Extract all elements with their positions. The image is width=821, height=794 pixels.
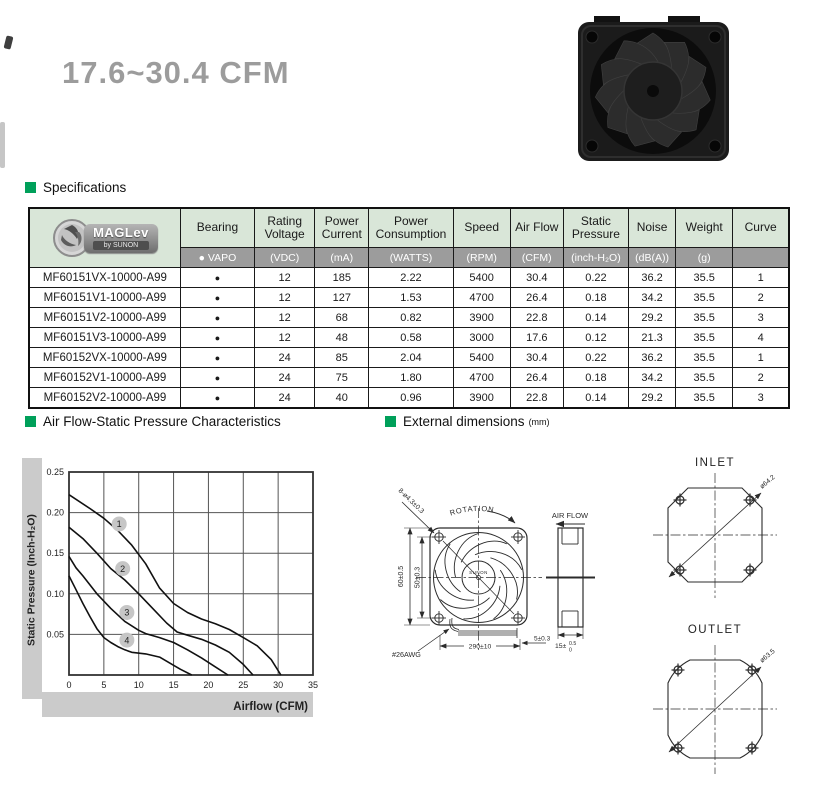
impeller-blades	[431, 528, 529, 627]
model-cell: MF60152V1-10000-A99	[29, 368, 180, 388]
section-bullet-icon	[25, 416, 36, 427]
data-cell: 24	[255, 388, 315, 409]
data-cell: 4700	[453, 288, 510, 308]
side-view	[546, 528, 595, 627]
column-header: Rating Voltage	[255, 208, 315, 248]
x-tick-label: 10	[133, 680, 144, 690]
data-cell: ●	[180, 368, 254, 388]
data-cell: 68	[315, 308, 369, 328]
hub-brand-label: SUNON	[469, 570, 488, 575]
model-cell: MF60151V3-10000-A99	[29, 328, 180, 348]
curve-3	[69, 556, 228, 675]
model-cell: MF60151VX-10000-A99	[29, 268, 180, 288]
data-cell: 127	[315, 288, 369, 308]
data-cell: 0.82	[369, 308, 453, 328]
data-cell: 34.2	[629, 288, 676, 308]
data-cell: 26.4	[510, 368, 563, 388]
x-tick-label: 25	[238, 680, 249, 690]
wire-gauge-label: #26AWG	[392, 650, 421, 659]
section-airflow-chart	[25, 414, 281, 429]
svg-text:1: 1	[116, 519, 122, 530]
model-cell: MF60152VX-10000-A99	[29, 348, 180, 368]
section-label: Specifications	[43, 180, 127, 195]
column-header: Speed	[453, 208, 510, 248]
data-cell: 1.53	[369, 288, 453, 308]
x-tick-label: 15	[168, 680, 179, 690]
x-tick-label: 5	[101, 680, 107, 690]
column-unit: ● VAPO	[180, 248, 254, 268]
inlet-diameter-label: ø64.2	[758, 473, 777, 491]
outlet-title: OUTLET	[687, 624, 743, 636]
column-header: Static Pressure	[563, 208, 628, 248]
data-cell: 0.18	[563, 288, 628, 308]
outlet-diameter-label: ø63.5	[758, 647, 777, 665]
section-bullet-icon	[385, 416, 396, 427]
table-row	[29, 388, 789, 409]
maglev-badge	[84, 224, 158, 253]
data-cell: 35.5	[676, 348, 733, 368]
svg-text:4: 4	[124, 635, 130, 646]
model-cell: MF60151V2-10000-A99	[29, 308, 180, 328]
data-cell: 2	[733, 368, 789, 388]
model-cell: MF60152V2-10000-A99	[29, 388, 180, 409]
data-cell: 3	[733, 388, 789, 409]
data-cell: 17.6	[510, 328, 563, 348]
data-cell: 12	[255, 268, 315, 288]
data-cell: 40	[315, 388, 369, 409]
y-tick-label: 0.10	[46, 588, 64, 599]
y-tick-label: 0.05	[46, 629, 64, 640]
thickness-dim-label: 15±	[555, 643, 567, 650]
column-header: Noise	[629, 208, 676, 248]
data-cell: 185	[315, 268, 369, 288]
data-cell: 12	[255, 308, 315, 328]
data-cell: 0.14	[563, 388, 628, 409]
data-cell: 0.12	[563, 328, 628, 348]
data-cell: ●	[180, 348, 254, 368]
spec-table	[28, 207, 790, 409]
y-tick-label: 0.20	[46, 507, 64, 518]
data-cell: 5400	[453, 268, 510, 288]
column-header: Power Consumption	[369, 208, 453, 248]
section-label: External dimensions	[403, 414, 525, 429]
curve-badge-2	[115, 561, 130, 576]
data-cell: 3900	[453, 388, 510, 409]
column-unit: (dB(A))	[629, 248, 676, 268]
airflow-direction-label: AIR FLOW	[551, 511, 589, 520]
column-header: Bearing	[180, 208, 254, 248]
svg-text:3: 3	[124, 607, 130, 618]
data-cell: 0.14	[563, 308, 628, 328]
column-unit: (mA)	[315, 248, 369, 268]
data-cell: 35.5	[676, 268, 733, 288]
section-bullet-icon	[25, 182, 36, 193]
data-cell: 12	[255, 288, 315, 308]
curve-2	[69, 527, 253, 675]
page-title: 17.6~30.4 CFM	[62, 55, 290, 90]
data-cell: 75	[315, 368, 369, 388]
mounting-hole-dim-label: 8-ø4.3±0.3	[396, 487, 426, 516]
column-header: Power Current	[315, 208, 369, 248]
data-cell: 3000	[453, 328, 510, 348]
data-cell: 1.80	[369, 368, 453, 388]
data-cell: 0.22	[563, 268, 628, 288]
y-axis-label: Static Pressure (Inch-H₂O)	[25, 514, 38, 646]
data-cell: 48	[315, 328, 369, 348]
table-row	[29, 328, 789, 348]
table-row	[29, 348, 789, 368]
data-cell: 0.58	[369, 328, 453, 348]
data-cell: 34.2	[629, 368, 676, 388]
data-cell: 3	[733, 308, 789, 328]
x-tick-label: 20	[203, 680, 214, 690]
section-label: Air Flow-Static Pressure Characteristics	[43, 414, 281, 429]
data-cell: 36.2	[629, 268, 676, 288]
section-external-dimensions	[385, 414, 550, 429]
dimension-drawing-front	[388, 478, 643, 703]
x-tick-label: 0	[66, 680, 72, 690]
spec-table-body	[29, 268, 789, 409]
column-unit: (inch-H₂O)	[563, 248, 628, 268]
data-cell: ●	[180, 388, 254, 409]
data-cell: 4700	[453, 368, 510, 388]
spec-header-row	[29, 208, 789, 248]
model-cell: MF60151V1-10000-A99	[29, 288, 180, 308]
data-cell: 2.22	[369, 268, 453, 288]
data-cell: 35.5	[676, 388, 733, 409]
data-cell: 4	[733, 328, 789, 348]
thickness-tol-upper: 0.5	[569, 641, 577, 647]
data-cell: 5400	[453, 348, 510, 368]
column-unit: (VDC)	[255, 248, 315, 268]
table-row	[29, 268, 789, 288]
data-cell: 30.4	[510, 268, 563, 288]
data-cell: 1	[733, 348, 789, 368]
data-cell: 22.8	[510, 388, 563, 409]
thickness-tol-lower: 0	[569, 647, 572, 654]
outer-size-dim-label: 60±0.5	[398, 565, 405, 588]
lead-length-dim-label: 290±10	[468, 643, 492, 651]
data-cell: 35.5	[676, 308, 733, 328]
curve-badge-4	[119, 633, 134, 648]
scan-artifact	[0, 122, 5, 168]
maglev-brand: MAGLev	[93, 224, 149, 240]
data-cell: 12	[255, 328, 315, 348]
table-row	[29, 288, 789, 308]
maglev-sub-brand: by SUNON	[93, 241, 149, 250]
airflow-pressure-chart	[20, 452, 320, 722]
fan-product-photo	[572, 13, 738, 165]
scan-artifact	[4, 35, 14, 49]
lead-wires	[450, 618, 517, 638]
x-axis-label: Airflow (CFM)	[233, 701, 308, 713]
lead-exit-dim-label: 5±0.3	[534, 635, 551, 643]
data-cell: ●	[180, 308, 254, 328]
column-header: Weight	[676, 208, 733, 248]
dimension-drawing-outlet	[645, 612, 821, 792]
column-unit: (WATTS)	[369, 248, 453, 268]
table-row	[29, 368, 789, 388]
data-cell: 30.4	[510, 348, 563, 368]
data-cell: ●	[180, 328, 254, 348]
data-cell: 29.2	[629, 388, 676, 409]
rotation-label: ROTATION	[448, 503, 496, 518]
column-header: Curve	[733, 208, 789, 248]
data-cell: 35.5	[676, 368, 733, 388]
svg-text:2: 2	[120, 563, 126, 574]
data-cell: 22.8	[510, 308, 563, 328]
curve-1	[69, 495, 281, 675]
data-cell: 1	[733, 268, 789, 288]
column-unit: (g)	[676, 248, 733, 268]
data-cell: 85	[315, 348, 369, 368]
data-cell: 26.4	[510, 288, 563, 308]
y-tick-label: 0.25	[46, 467, 64, 477]
data-cell: 35.5	[676, 288, 733, 308]
data-cell: ●	[180, 268, 254, 288]
column-unit: (CFM)	[510, 248, 563, 268]
data-cell: 24	[255, 368, 315, 388]
data-cell: 36.2	[629, 348, 676, 368]
maglev-logo-cell	[29, 208, 180, 268]
section-specifications	[25, 180, 126, 195]
data-cell: 0.18	[563, 368, 628, 388]
data-cell: 24	[255, 348, 315, 368]
data-cell: 21.3	[629, 328, 676, 348]
data-cell: 2	[733, 288, 789, 308]
data-cell: 0.96	[369, 388, 453, 409]
data-cell: 35.5	[676, 328, 733, 348]
x-tick-label: 35	[307, 680, 319, 690]
hole-pitch-dim-label: 50±0.3	[414, 566, 422, 589]
data-cell: 3900	[453, 308, 510, 328]
data-cell: ●	[180, 288, 254, 308]
column-unit	[733, 248, 789, 268]
data-cell: 2.04	[369, 348, 453, 368]
section-unit-label: (mm)	[528, 416, 550, 427]
data-cell: 0.22	[563, 348, 628, 368]
plot-border	[69, 472, 313, 675]
column-unit: (RPM)	[453, 248, 510, 268]
curve-badge-3	[119, 605, 134, 620]
x-tick-label: 30	[273, 680, 284, 690]
data-cell: 29.2	[629, 308, 676, 328]
y-tick-label: 0.15	[46, 548, 64, 559]
dimension-drawing-inlet	[645, 445, 821, 605]
table-row	[29, 308, 789, 328]
inlet-title: INLET	[694, 457, 736, 469]
curve-badge-1	[112, 516, 127, 531]
column-header: Air Flow	[510, 208, 563, 248]
